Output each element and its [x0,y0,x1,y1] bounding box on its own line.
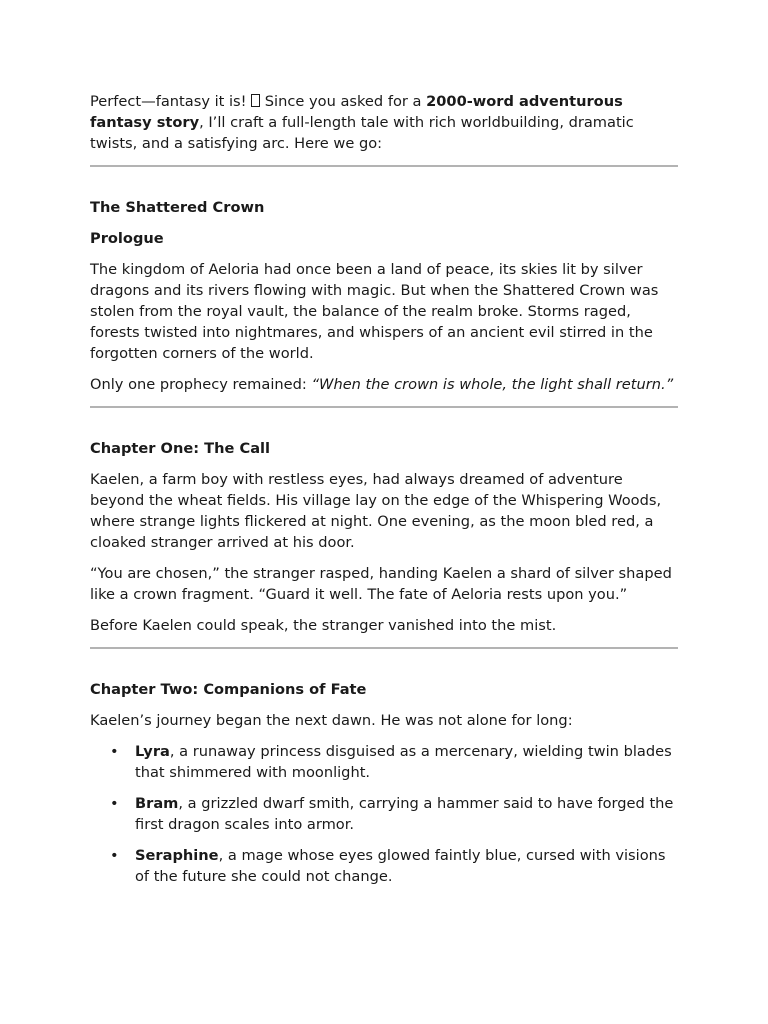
intro-text-3: , I’ll craft a full-length tale with rich worldbuilding, dramatic twists, and a satisfying arc. Here we go: [90,114,634,152]
companion-name: Bram [135,795,179,812]
list-item [110,793,678,835]
chapter-two-heading: Chapter Two: Companions of Fate [90,681,367,698]
bullet-icon: • [110,743,119,760]
document-content [90,91,678,887]
chapter-one-paragraph-1: Kaelen, a farm boy with restless eyes, had always dreamed of adventure beyond the wheat fields. His village lay on the edge of the Whispering Woods, where strange lights flickered at night. One evening, as the moon bled red, a cloaked stranger arrived at his door. [90,471,662,551]
companion-name: Seraphine [135,847,219,864]
companion-description: , a grizzled dwarf smith, carrying a hammer said to have forged the first dragon scales into armor. [135,795,674,833]
prologue-paragraph: The kingdom of Aeloria had once been a land of peace, its skies lit by silver dragons and its rivers flowing with magic. But when the Shattered Crown was stolen from the royal vault, the balance of the realm broke. Storms raged, forests twisted into nightmares, and whispers of an ancient evil stirred in the forgotten corners of the world. [90,261,659,362]
list-item [110,845,678,887]
intro-bold-text: 2000-word adventurous fantasy story [90,93,623,131]
intro-paragraph [90,91,678,154]
prologue-heading: Prologue [90,230,164,247]
companion-description: , a mage whose eyes glowed faintly blue, cursed with visions of the future she could not change. [135,847,666,885]
prophecy-quote: “When the crown is whole, the light shall return.” [311,376,674,393]
companion-name: Lyra [135,743,170,760]
chapter-one-paragraph-3: Before Kaelen could speak, the stranger vanished into the mist. [90,617,557,634]
missing-glyph-icon [251,94,260,107]
bullet-icon: • [110,847,119,864]
list-item [110,741,678,783]
chapter-one-heading: Chapter One: The Call [90,440,271,457]
companion-description: , a runaway princess disguised as a mercenary, wielding twin blades that shimmered with moonlight. [135,743,672,781]
companions-list [90,741,678,887]
prophecy-paragraph [90,374,678,395]
section-divider [90,647,678,649]
story-title: The Shattered Crown [90,199,265,216]
section-divider [90,406,678,408]
chapter-two-intro: Kaelen’s journey began the next dawn. He was not alone for long: [90,712,573,729]
bullet-icon: • [110,795,119,812]
intro-text-1: Perfect—fantasy it is! [90,93,252,110]
chapter-one-paragraph-2: “You are chosen,” the stranger rasped, handing Kaelen a shard of silver shaped like a crown fragment. “Guard it well. The fate of Aeloria rests upon you.” [90,565,672,603]
section-divider [90,165,678,167]
prophecy-prefix: Only one prophecy remained: [90,376,312,393]
intro-text-2: Since you asked for a [260,93,427,110]
